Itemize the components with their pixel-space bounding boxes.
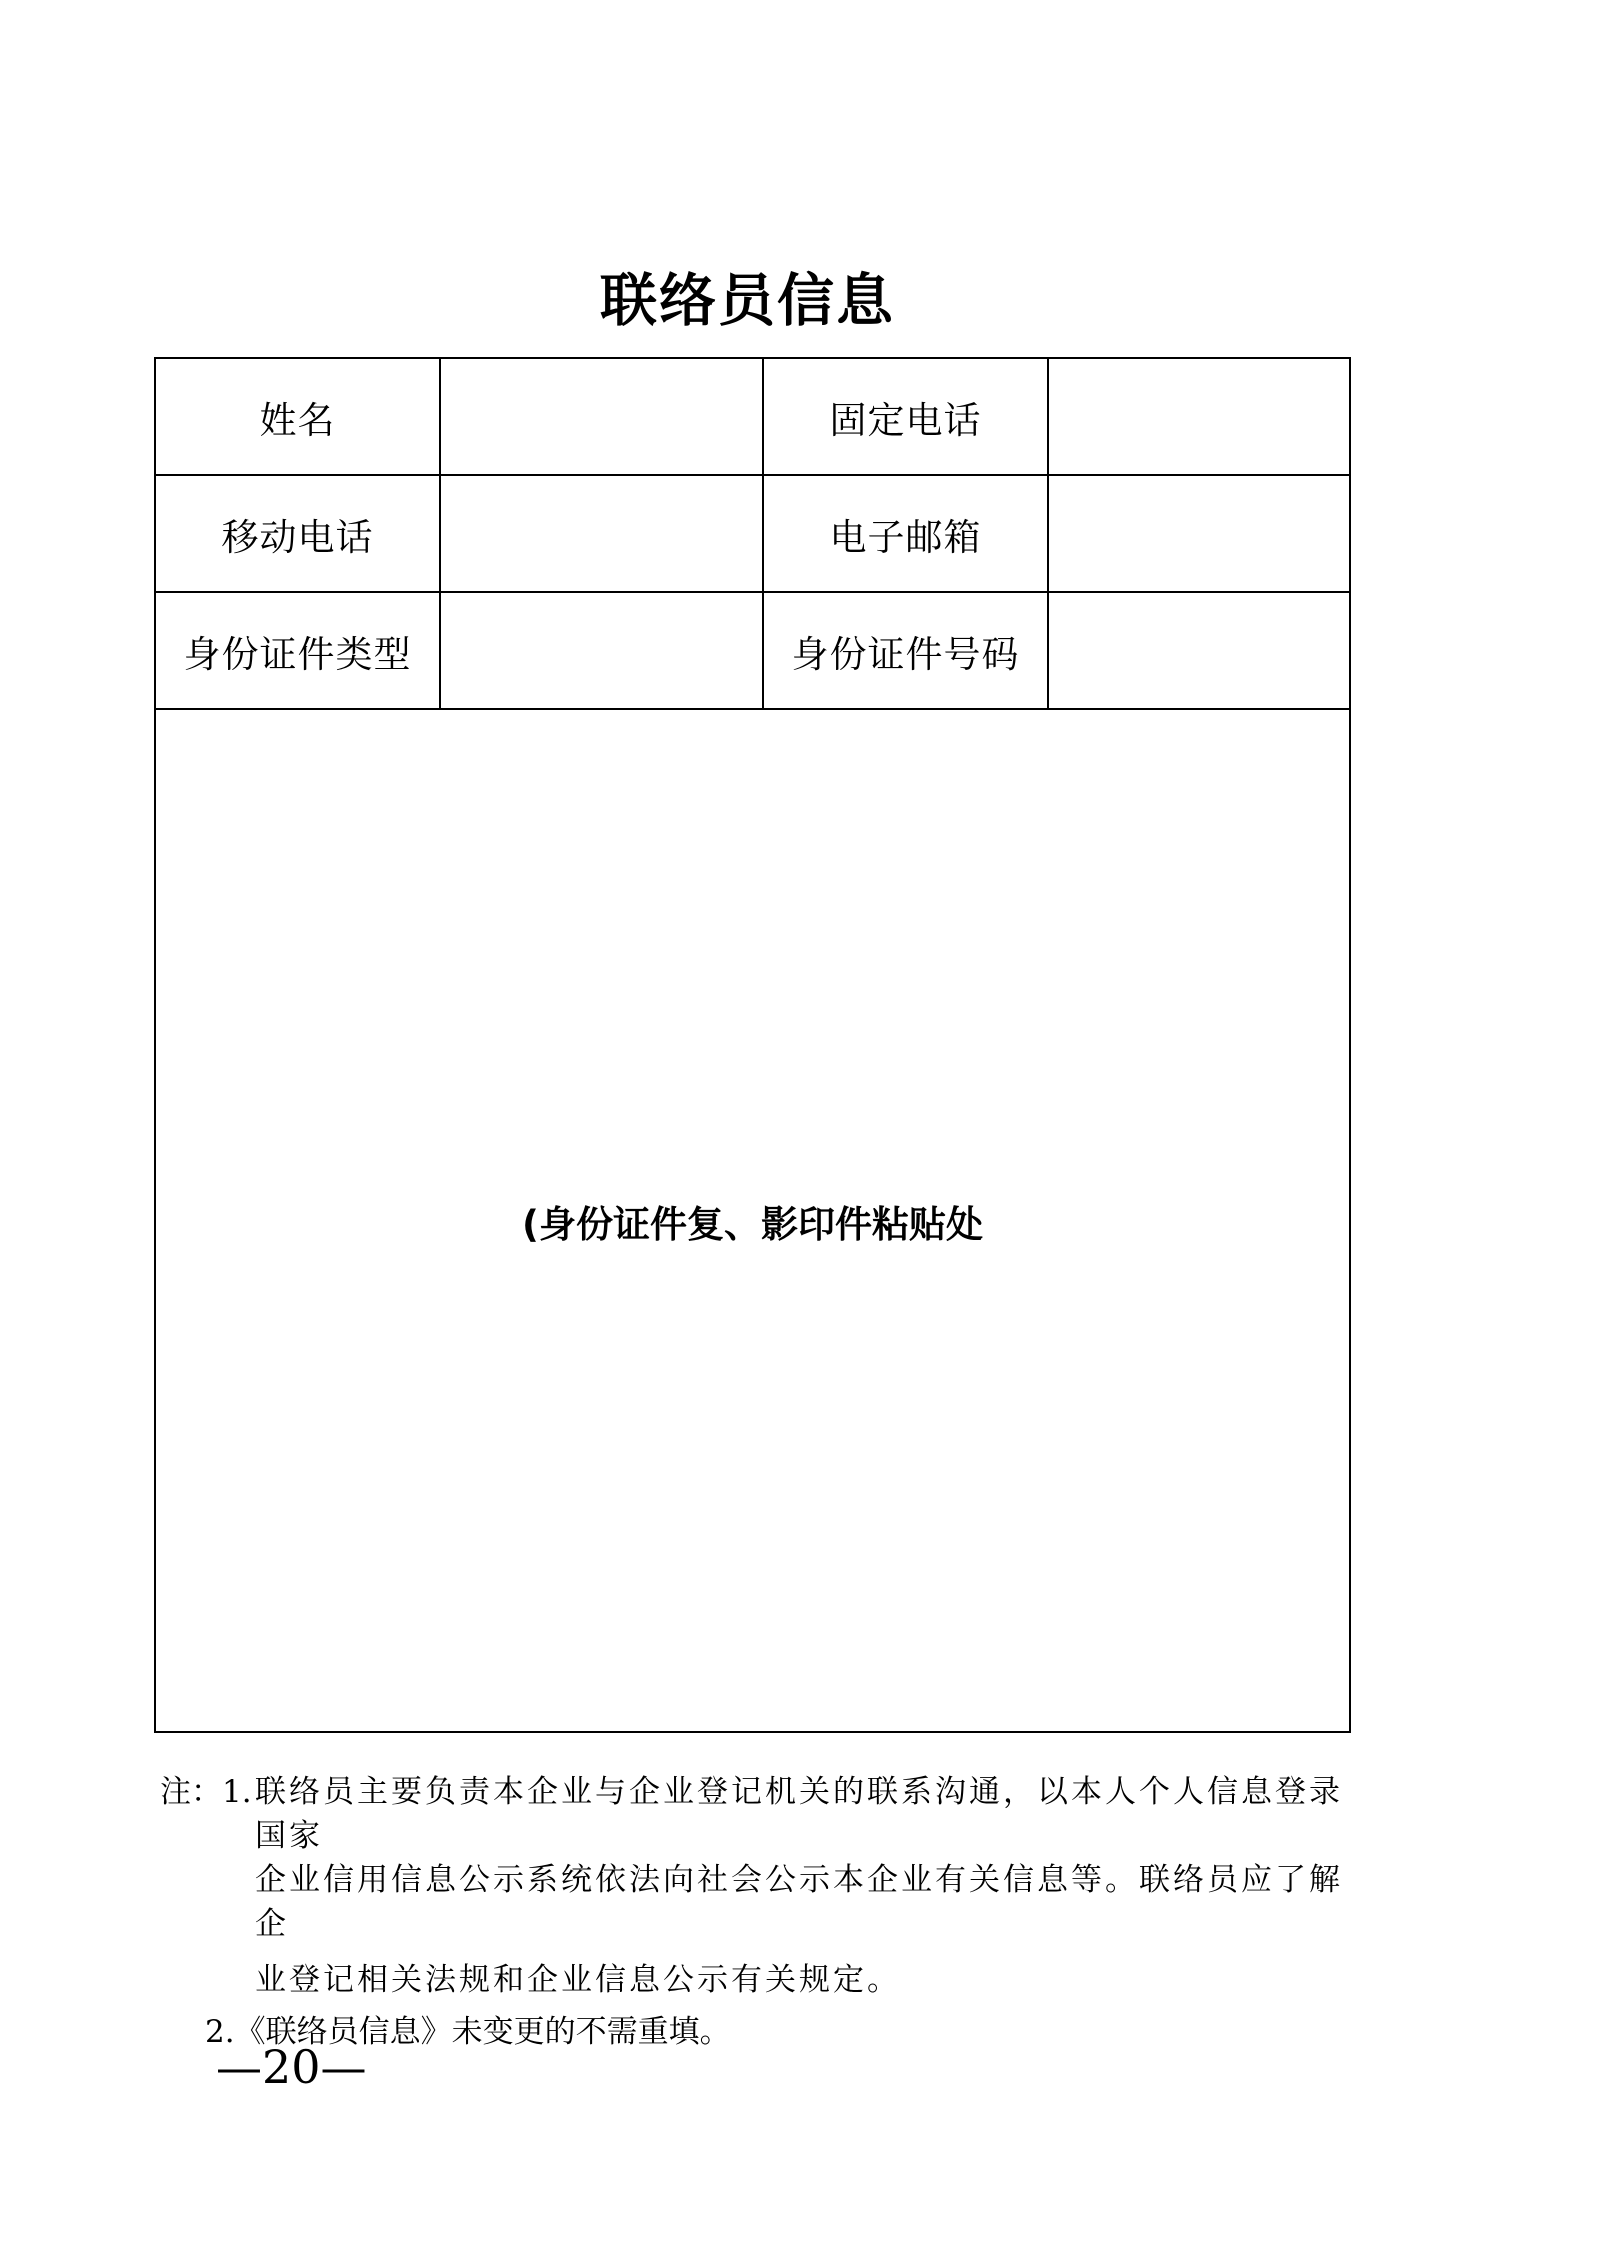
note-1 <box>160 1770 1360 1858</box>
table-row <box>155 358 1350 475</box>
id-number-label: 身份证件号码 <box>763 592 1048 709</box>
note-1-prefix: 注：1. <box>160 1774 252 1810</box>
note-1-line-1: 联络员主要负责本企业与企业登记机关的联系沟通，以本人个人信息登录国家 <box>255 1774 1343 1854</box>
landline-field[interactable] <box>1048 358 1350 475</box>
notes <box>160 1770 1360 2054</box>
id-copy-paste-area <box>155 709 1350 1732</box>
note-1-line-4: 业登记相关法规和企业信息公示有关规定。 <box>255 1962 901 1998</box>
id-type-label: 身份证件类型 <box>155 592 440 709</box>
table-row <box>155 475 1350 592</box>
contact-info-table <box>154 357 1351 1733</box>
mobile-label: 移动电话 <box>155 475 440 592</box>
mobile-field[interactable] <box>440 475 763 592</box>
email-label: 电子邮箱 <box>763 475 1048 592</box>
paste-area-label: (身份证件复、影印件粘贴处 <box>522 1202 983 1246</box>
paste-area-row <box>155 709 1350 1732</box>
id-number-field[interactable] <box>1048 592 1350 709</box>
note-2: 2.《联络员信息》未变更的不需重填。 <box>205 2014 731 2050</box>
table-row <box>155 592 1350 709</box>
note-1-line-3: 企 <box>255 1906 289 1942</box>
name-label: 姓名 <box>155 358 440 475</box>
page-title: 联络员信息 <box>600 268 895 334</box>
name-field[interactable] <box>440 358 763 475</box>
page-number: —20— <box>216 2040 367 2094</box>
email-field[interactable] <box>1048 475 1350 592</box>
id-type-field[interactable] <box>440 592 763 709</box>
note-1-line-2: 企业信用信息公示系统依法向社会公示本企业有关信息等。联络员应了解 <box>255 1862 1343 1898</box>
landline-label: 固定电话 <box>763 358 1048 475</box>
